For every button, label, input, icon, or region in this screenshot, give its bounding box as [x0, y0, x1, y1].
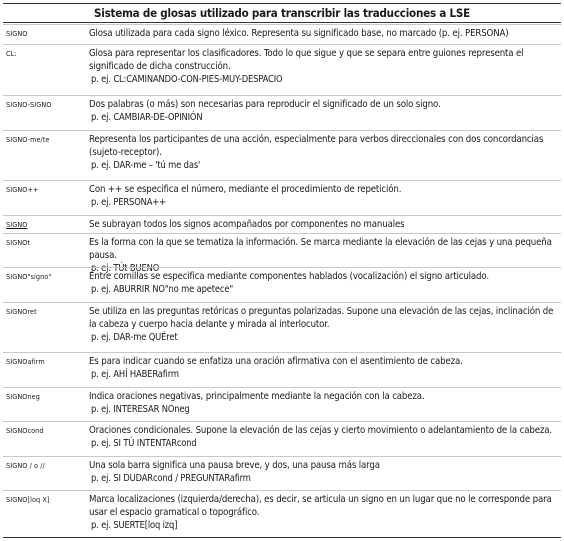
gloss-description: Es para indicar cuando se enfatiza una oración afirmativa con el asentimiento de cabeza. [89, 356, 463, 367]
table-row [3, 44, 561, 93]
gloss-description: Con ++ se especifica el número, mediante el procedimiento de repetición. [89, 184, 402, 195]
gloss-example: p. ej. ABURRIR NO"no me apetece" [91, 284, 234, 295]
gloss-key: SIGNOafirm [6, 357, 45, 366]
gloss-key: SIGNO[loq X] [6, 495, 50, 504]
table-row [3, 387, 561, 422]
gloss-example: p. ej. AHÍ HABERafirm [91, 369, 179, 380]
gloss-example: p. ej. SUERTE[loq izq] [91, 520, 178, 531]
table-row [3, 302, 561, 351]
gloss-key: SIGNO / o // [6, 461, 45, 470]
gloss-key: SIGNO++ [6, 185, 39, 194]
table-row [3, 24, 561, 45]
table-row [3, 352, 561, 387]
table-row [3, 421, 561, 456]
table-row [3, 267, 561, 302]
gloss-description: Entre comillas se especifica mediante componentes hablados (vocalización) el signo articulado. [89, 271, 489, 282]
gloss-example: p. ej. PERSONA++ [91, 197, 167, 208]
gloss-description: Glosa para representar los clasificadores. Todo lo que sigue y que se separa entre guiones representa el significado de dicha construcción. [89, 48, 524, 72]
gloss-key: SIGNO [6, 29, 28, 38]
gloss-description: Indica oraciones negativas, principalmente mediante la negación con la cabeza. [89, 391, 425, 402]
gloss-key: SIGNO-me/te [6, 135, 50, 144]
gloss-table [3, 3, 561, 531]
table-title: Sistema de glosas utilizado para transcribir las traducciones a LSE [3, 4, 561, 23]
gloss-description: Oraciones condicionales. Supone la elevación de las cejas y cierto movimiento o adelantamiento de la cabeza. [89, 425, 552, 436]
table-row [3, 95, 561, 130]
gloss-key: SIGNOneg [6, 392, 40, 401]
table-row [3, 130, 561, 179]
gloss-key: SIGNO"signo" [6, 272, 52, 281]
gloss-key: SIGNOcond [6, 426, 44, 435]
gloss-key: SIGNOret [6, 307, 37, 316]
gloss-example: p. ej. INTERESAR NOneg [91, 404, 190, 415]
gloss-description: Es la forma con la que se tematiza la información. Se marca mediante la elevación de las cejas y una pequeña pausa. [89, 237, 552, 261]
table-row [3, 180, 561, 215]
gloss-description: Glosa utilizada para cada signo léxico. Representa su significado base, no marcado (p. ej. PERSONA) [89, 28, 509, 39]
table-bottom-rule [3, 537, 561, 538]
gloss-description: Marca localizaciones (izquierda/derecha), es decir, se articula un signo en un lugar que no le corresponde para usar el espacio gramatical o topográfico. [89, 494, 552, 518]
gloss-example: p. ej. DAR-me QUÉret [91, 332, 178, 343]
gloss-key: SIGNO-SIGNO [6, 100, 52, 109]
gloss-example: p. ej. DAR-me – 'tú me das' [91, 160, 201, 171]
gloss-description: Se subrayan todos los signos acompañados por componentes no manuales [89, 219, 405, 230]
gloss-description: Dos palabras (o más) son necesarias para reproducir el significado de un solo signo. [89, 99, 441, 110]
gloss-description: Se utiliza en las preguntas retóricas o preguntas polarizadas. Supone una elevación de las cejas, inclinación de la cabeza y cuerpo hacia delante y mirada al interlocutor. [89, 306, 554, 330]
gloss-example: p. ej. CL:CAMINANDO-CON-PIES-MUY-DESPACIO [91, 74, 283, 85]
table-row [3, 215, 561, 234]
gloss-key: CL: [6, 49, 17, 58]
table-row [3, 456, 561, 491]
gloss-example: p. ej. SI TÚ INTENTARcond [91, 438, 197, 449]
gloss-key: SIGNO [6, 220, 28, 229]
table-row [3, 490, 561, 535]
gloss-example: p. ej. CAMBIAR-DE-OPINIÓN [91, 112, 203, 123]
gloss-example: p. ej. SI DUDARcond / PREGUNTARafirm [91, 473, 251, 484]
gloss-key: SIGNOt [6, 238, 31, 247]
gloss-description: Representa los participantes de una acción, especialmente para verbos direccionales con dos concordancias (sujeto-receptor). [89, 134, 544, 158]
table-row [3, 233, 561, 274]
gloss-description: Una sola barra significa una pausa breve, y dos, una pausa más larga [89, 460, 380, 471]
gloss-example: p. ej. TÚt BUENO [91, 263, 160, 274]
